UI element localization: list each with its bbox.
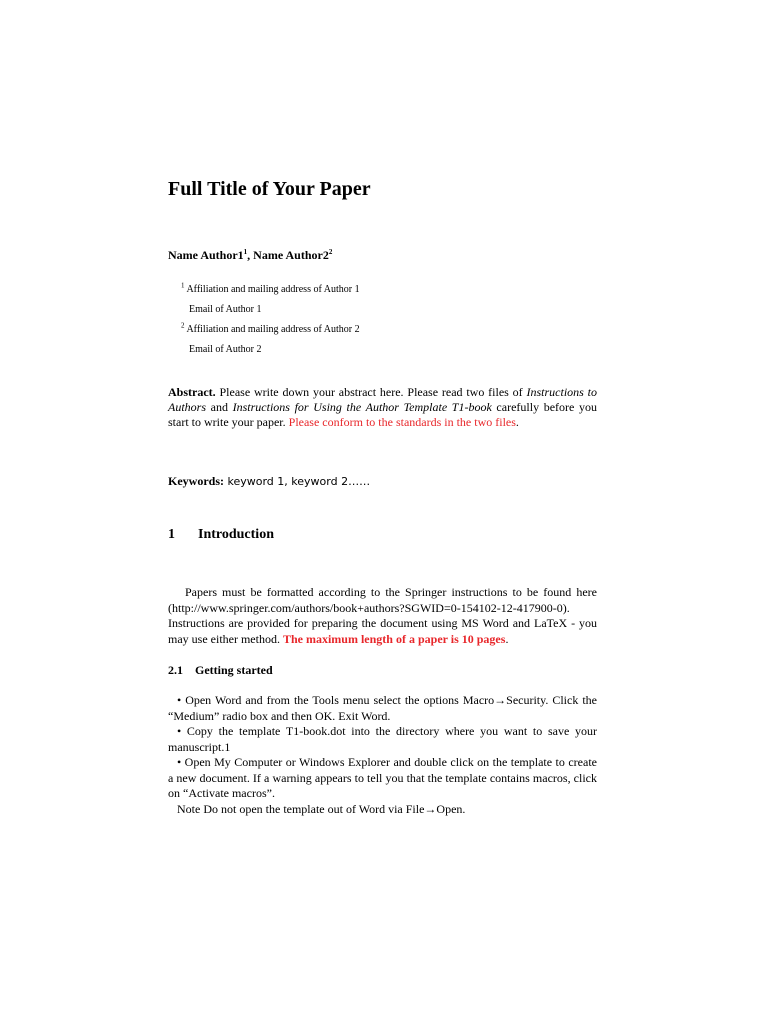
section-1-number: 1 [168,527,175,542]
author-1-superscript: 1 [243,248,248,256]
affiliation-1-superscript: 1 [181,281,185,290]
abstract-red-text: Please conform to the standards in the two files [288,415,516,429]
affiliation-1-address: Affiliation and mailing address of Author 1 [186,284,360,295]
keywords-values: keyword 1, keyword 2…… [224,475,371,488]
section-1-title: Introduction [198,527,274,542]
affiliation-2 [181,321,360,335]
abstract-text-2: and [206,400,233,414]
affiliation-1-email: Email of Author 1 [189,304,262,315]
abstract-text-1: Please write down your abstract here. Please read two files of [215,385,527,399]
subsection-2-1-title: Getting started [195,663,273,677]
section-1-heading [168,527,274,543]
affiliation-2-superscript: 2 [181,321,185,330]
introduction-max-length: The maximum length of a paper is 10 pages [282,631,506,646]
getting-started-list [168,693,597,817]
subsection-2-1-number: 2.1 [168,663,183,677]
author-1-name: Name Author1 [168,248,244,262]
keywords-line [168,474,370,489]
affiliation-2-email: Email of Author 2 [189,344,262,355]
affiliation-1 [181,281,360,295]
author-separator: , [247,248,254,262]
paper-title: Full Title of Your Paper [168,178,371,200]
introduction-paragraph [168,585,597,647]
abstract-label: Abstract. [168,385,216,399]
abstract-paragraph [168,385,597,430]
affiliation-2-address: Affiliation and mailing address of Author 2 [186,324,360,335]
author-2-name: Name Author2 [253,248,329,262]
list-item: • Open My Computer or Windows Explorer and double click on the template to create a new document. If a warning appears to tell you that the template contains macros, click on “Activate macros”. [168,755,597,800]
abstract-text-3: carefully before you start to write your paper. [168,400,597,429]
author-2-superscript: 2 [328,248,333,256]
list-item: • Open Word and from the Tools menu select the options Macro→Security. Click the “Medium” radio box and then OK. Exit Word. [168,693,597,723]
abstract-italic-2: Instructions for Using the Author Template T1-book [232,400,492,414]
author-list [168,248,332,263]
abstract-italic-1: Instructions to Authors [168,385,597,414]
introduction-end: . [505,631,509,646]
keywords-label: Keywords: [168,474,224,488]
list-item: Note Do not open the template out of Word via File→Open. [177,801,466,816]
subsection-2-1-heading [168,663,273,678]
introduction-text: Papers must be formatted according to the Springer instructions to be found here (http://www.springer.com/authors/book+authors?SGWID=0-154102-12-417900-0). Instructions are provided for preparing the document using MS Word and LaTeX - you may use either method. [168,585,597,646]
abstract-end: . [515,415,519,429]
list-item: • Copy the template T1-book.dot into the directory where you want to save your manuscript.1 [168,724,597,754]
